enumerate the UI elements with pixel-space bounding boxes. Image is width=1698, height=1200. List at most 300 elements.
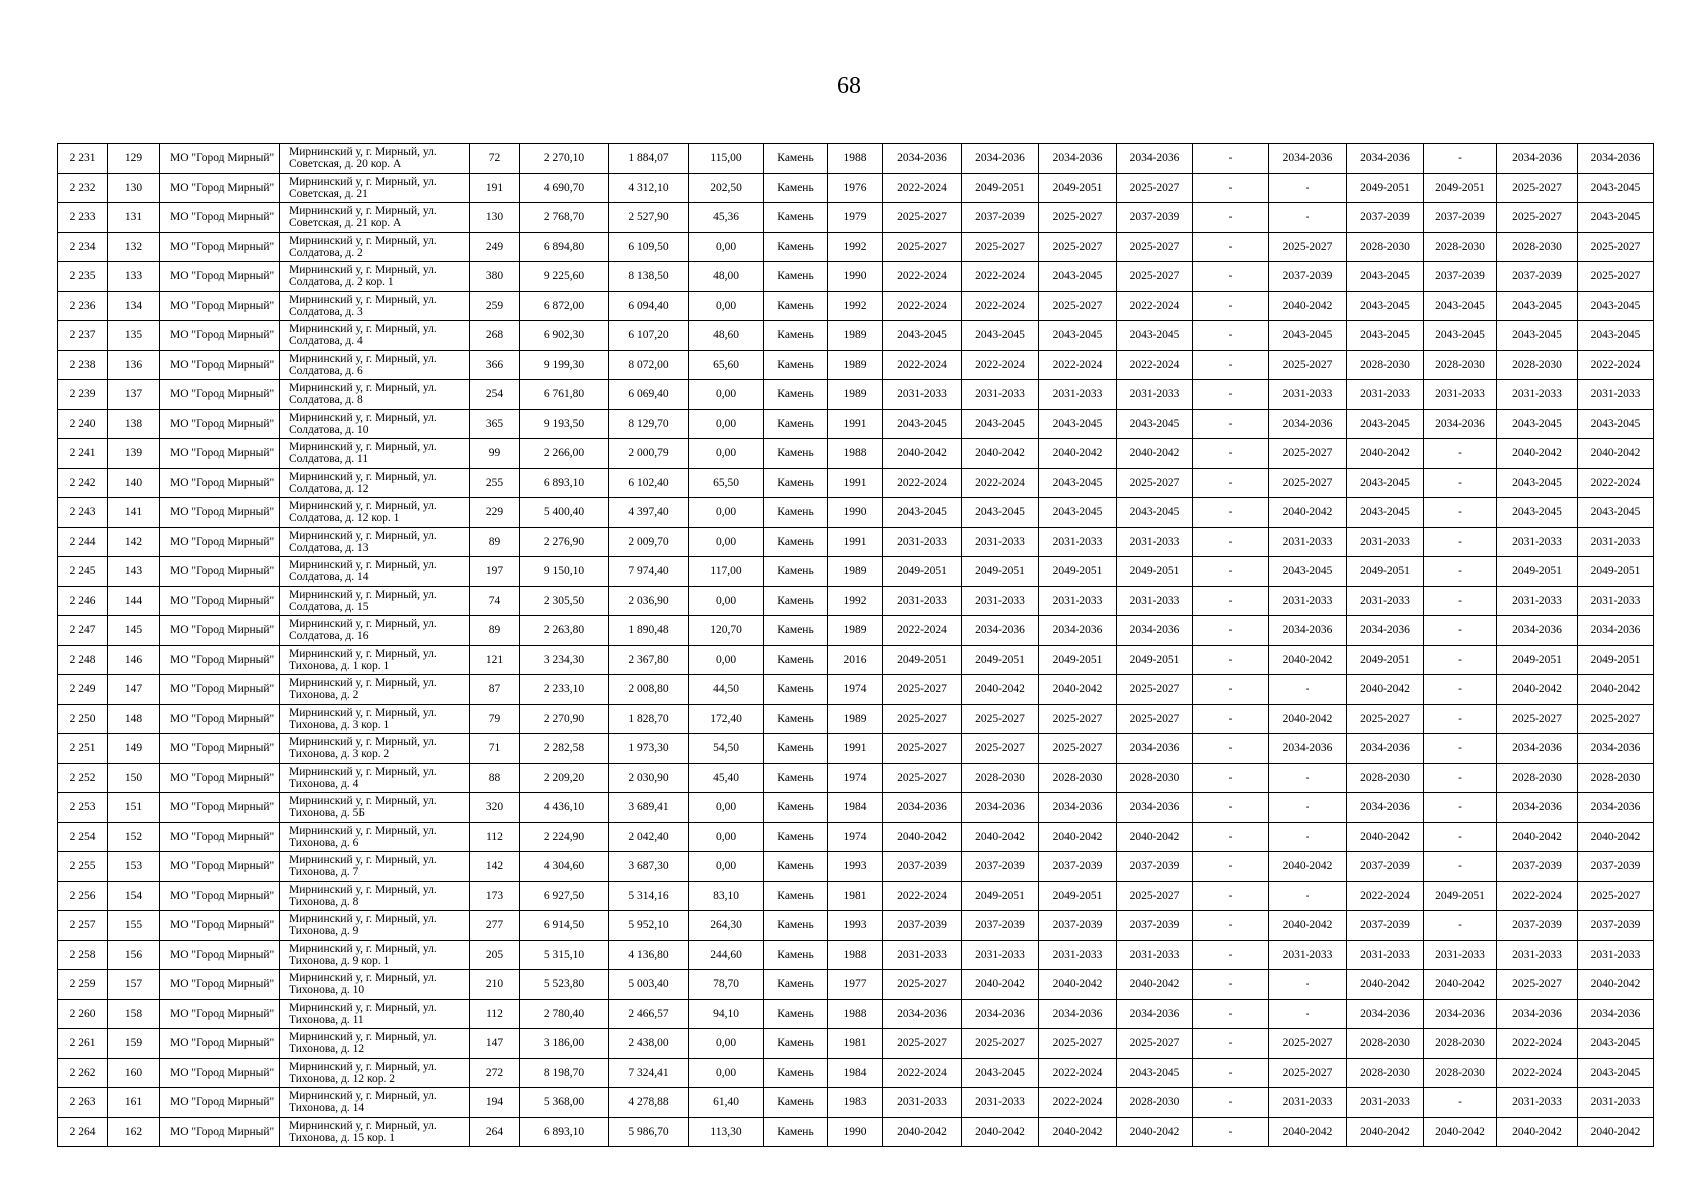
cell-period-1: 2040-2042 (883, 822, 962, 852)
cell-item-number: 159 (108, 1029, 160, 1059)
cell-address: Мирнинский у, г. Мирный, ул. Тихонова, д. 12 кор. 2 (280, 1058, 470, 1088)
cell-period-7: 2031-2033 (1347, 1088, 1424, 1118)
cell-period-5: - (1193, 734, 1269, 764)
cell-period-10: 2043-2045 (1578, 409, 1654, 439)
cell-residents: 380 (470, 262, 520, 292)
cell-total-area: 6 914,50 (520, 911, 609, 941)
table-row (58, 1058, 1654, 1088)
cell-period-1: 2031-2033 (883, 380, 962, 410)
cell-year-built: 1990 (828, 498, 883, 528)
cell-period-2: 2049-2051 (962, 173, 1039, 203)
cell-wall-material: Камень (764, 645, 828, 675)
cell-nonresidential-area: 0,00 (689, 291, 764, 321)
cell-item-number: 153 (108, 852, 160, 882)
cell-item-number: 131 (108, 203, 160, 233)
cell-period-8: - (1424, 557, 1497, 587)
cell-period-2: 2022-2024 (962, 468, 1039, 498)
cell-period-6: 2040-2042 (1269, 645, 1347, 675)
cell-period-1: 2025-2027 (883, 203, 962, 233)
cell-year-built: 1989 (828, 321, 883, 351)
cell-period-5: - (1193, 1088, 1269, 1118)
cell-period-9: 2031-2033 (1497, 586, 1578, 616)
cell-period-6: 2031-2033 (1269, 1088, 1347, 1118)
cell-period-7: 2034-2036 (1347, 793, 1424, 823)
cell-period-7: 2028-2030 (1347, 1029, 1424, 1059)
table-row (58, 350, 1654, 380)
cell-address: Мирнинский у, г. Мирный, ул. Солдатова, д. 8 (280, 380, 470, 410)
cell-period-5: - (1193, 911, 1269, 941)
cell-wall-material: Камень (764, 291, 828, 321)
cell-period-8: 2043-2045 (1424, 321, 1497, 351)
cell-period-1: 2025-2027 (883, 763, 962, 793)
cell-residents: 255 (470, 468, 520, 498)
cell-living-area: 2 008,80 (609, 675, 689, 705)
cell-nonresidential-area: 54,50 (689, 734, 764, 764)
cell-address: Мирнинский у, г. Мирный, ул. Солдатова, д. 14 (280, 557, 470, 587)
table-row (58, 616, 1654, 646)
cell-period-5: - (1193, 262, 1269, 292)
cell-living-area: 2 527,90 (609, 203, 689, 233)
cell-total-area: 2 305,50 (520, 586, 609, 616)
cell-period-4: 2034-2036 (1117, 793, 1193, 823)
cell-period-2: 2025-2027 (962, 232, 1039, 262)
cell-period-9: 2049-2051 (1497, 557, 1578, 587)
cell-item-number: 135 (108, 321, 160, 351)
cell-total-area: 2 780,40 (520, 999, 609, 1029)
cell-period-4: 2028-2030 (1117, 763, 1193, 793)
cell-wall-material: Камень (764, 1058, 828, 1088)
cell-period-1: 2049-2051 (883, 645, 962, 675)
cell-period-2: 2049-2051 (962, 557, 1039, 587)
cell-nonresidential-area: 0,00 (689, 793, 764, 823)
cell-period-3: 2034-2036 (1039, 144, 1117, 174)
cell-living-area: 1 828,70 (609, 704, 689, 734)
cell-period-2: 2028-2030 (962, 763, 1039, 793)
cell-period-4: 2025-2027 (1117, 675, 1193, 705)
cell-period-6: 2025-2027 (1269, 350, 1347, 380)
cell-year-built: 1984 (828, 793, 883, 823)
cell-period-10: 2031-2033 (1578, 527, 1654, 557)
cell-period-7: 2034-2036 (1347, 616, 1424, 646)
cell-period-1: 2043-2045 (883, 498, 962, 528)
cell-item-number: 150 (108, 763, 160, 793)
cell-row-number: 2 251 (58, 734, 108, 764)
cell-period-8: - (1424, 468, 1497, 498)
cell-period-9: 2040-2042 (1497, 822, 1578, 852)
cell-wall-material: Камень (764, 852, 828, 882)
cell-period-10: 2043-2045 (1578, 321, 1654, 351)
cell-period-10: 2049-2051 (1578, 557, 1654, 587)
cell-period-9: 2040-2042 (1497, 1117, 1578, 1147)
cell-period-9: 2034-2036 (1497, 999, 1578, 1029)
cell-municipality: МО "Город Мирный" (160, 911, 280, 941)
cell-period-5: - (1193, 793, 1269, 823)
cell-living-area: 7 974,40 (609, 557, 689, 587)
cell-period-3: 2022-2024 (1039, 350, 1117, 380)
cell-period-5: - (1193, 675, 1269, 705)
cell-municipality: МО "Город Мирный" (160, 498, 280, 528)
cell-year-built: 1988 (828, 439, 883, 469)
cell-wall-material: Камень (764, 1117, 828, 1147)
cell-municipality: МО "Город Мирный" (160, 1029, 280, 1059)
cell-wall-material: Камень (764, 262, 828, 292)
cell-period-5: - (1193, 970, 1269, 1000)
cell-wall-material: Камень (764, 586, 828, 616)
cell-period-3: 2031-2033 (1039, 527, 1117, 557)
cell-period-7: 2043-2045 (1347, 409, 1424, 439)
cell-period-4: 2037-2039 (1117, 911, 1193, 941)
cell-period-5: - (1193, 380, 1269, 410)
cell-period-3: 2025-2027 (1039, 1029, 1117, 1059)
cell-municipality: МО "Город Мирный" (160, 409, 280, 439)
cell-residents: 197 (470, 557, 520, 587)
cell-residents: 194 (470, 1088, 520, 1118)
cell-period-10: 2031-2033 (1578, 940, 1654, 970)
cell-nonresidential-area: 0,00 (689, 498, 764, 528)
cell-period-10: 2037-2039 (1578, 911, 1654, 941)
cell-period-2: 2040-2042 (962, 822, 1039, 852)
cell-address: Мирнинский у, г. Мирный, ул. Тихонова, д. 5Б (280, 793, 470, 823)
table-body (58, 144, 1654, 1147)
cell-period-6: - (1269, 822, 1347, 852)
cell-nonresidential-area: 172,40 (689, 704, 764, 734)
cell-period-10: 2022-2024 (1578, 350, 1654, 380)
cell-period-10: 2034-2036 (1578, 793, 1654, 823)
cell-period-3: 2022-2024 (1039, 1088, 1117, 1118)
cell-period-7: 2043-2045 (1347, 321, 1424, 351)
cell-residents: 254 (470, 380, 520, 410)
cell-address: Мирнинский у, г. Мирный, ул. Тихонова, д. 11 (280, 999, 470, 1029)
cell-period-10: 2043-2045 (1578, 291, 1654, 321)
cell-residents: 72 (470, 144, 520, 174)
cell-wall-material: Камень (764, 173, 828, 203)
cell-nonresidential-area: 48,00 (689, 262, 764, 292)
cell-year-built: 1989 (828, 704, 883, 734)
cell-period-1: 2025-2027 (883, 1029, 962, 1059)
cell-period-10: 2034-2036 (1578, 734, 1654, 764)
cell-nonresidential-area: 264,30 (689, 911, 764, 941)
cell-period-3: 2040-2042 (1039, 675, 1117, 705)
page-number: 68 (837, 73, 861, 99)
cell-row-number: 2 233 (58, 203, 108, 233)
cell-period-6: - (1269, 793, 1347, 823)
cell-wall-material: Камень (764, 970, 828, 1000)
cell-period-9: 2025-2027 (1497, 704, 1578, 734)
cell-period-8: - (1424, 498, 1497, 528)
cell-wall-material: Камень (764, 881, 828, 911)
cell-period-7: 2028-2030 (1347, 232, 1424, 262)
cell-period-3: 2043-2045 (1039, 262, 1117, 292)
cell-row-number: 2 252 (58, 763, 108, 793)
cell-item-number: 130 (108, 173, 160, 203)
cell-municipality: МО "Город Мирный" (160, 173, 280, 203)
cell-period-9: 2037-2039 (1497, 262, 1578, 292)
cell-period-8: 2040-2042 (1424, 970, 1497, 1000)
cell-wall-material: Камень (764, 527, 828, 557)
cell-period-5: - (1193, 616, 1269, 646)
cell-period-1: 2037-2039 (883, 911, 962, 941)
cell-period-9: 2031-2033 (1497, 380, 1578, 410)
cell-period-7: 2049-2051 (1347, 557, 1424, 587)
cell-period-2: 2031-2033 (962, 1088, 1039, 1118)
cell-period-4: 2043-2045 (1117, 498, 1193, 528)
cell-living-area: 2 367,80 (609, 645, 689, 675)
cell-item-number: 143 (108, 557, 160, 587)
cell-period-2: 2025-2027 (962, 734, 1039, 764)
cell-period-8: - (1424, 616, 1497, 646)
cell-period-5: - (1193, 350, 1269, 380)
cell-row-number: 2 264 (58, 1117, 108, 1147)
cell-period-6: - (1269, 881, 1347, 911)
cell-period-7: 2022-2024 (1347, 881, 1424, 911)
cell-item-number: 161 (108, 1088, 160, 1118)
cell-period-3: 2040-2042 (1039, 822, 1117, 852)
cell-municipality: МО "Город Мирный" (160, 203, 280, 233)
cell-period-7: 2028-2030 (1347, 350, 1424, 380)
cell-period-9: 2034-2036 (1497, 616, 1578, 646)
cell-total-area: 9 150,10 (520, 557, 609, 587)
cell-item-number: 154 (108, 881, 160, 911)
cell-period-7: 2049-2051 (1347, 645, 1424, 675)
cell-period-7: 2028-2030 (1347, 763, 1424, 793)
cell-year-built: 1974 (828, 763, 883, 793)
cell-period-5: - (1193, 557, 1269, 587)
cell-year-built: 1989 (828, 616, 883, 646)
cell-period-10: 2031-2033 (1578, 380, 1654, 410)
cell-living-area: 2 466,57 (609, 999, 689, 1029)
cell-period-2: 2025-2027 (962, 704, 1039, 734)
table-row (58, 852, 1654, 882)
cell-municipality: МО "Город Мирный" (160, 262, 280, 292)
cell-address: Мирнинский у, г. Мирный, ул. Солдатова, д. 6 (280, 350, 470, 380)
cell-period-3: 2049-2051 (1039, 881, 1117, 911)
cell-period-1: 2022-2024 (883, 881, 962, 911)
cell-period-6: 2025-2027 (1269, 1058, 1347, 1088)
cell-municipality: МО "Город Мирный" (160, 645, 280, 675)
cell-period-4: 2040-2042 (1117, 1117, 1193, 1147)
cell-nonresidential-area: 83,10 (689, 881, 764, 911)
cell-period-10: 2043-2045 (1578, 1029, 1654, 1059)
cell-municipality: МО "Город Мирный" (160, 321, 280, 351)
cell-residents: 112 (470, 822, 520, 852)
cell-period-8: 2028-2030 (1424, 350, 1497, 380)
cell-row-number: 2 248 (58, 645, 108, 675)
cell-period-4: 2031-2033 (1117, 527, 1193, 557)
cell-period-8: 2028-2030 (1424, 1029, 1497, 1059)
cell-row-number: 2 244 (58, 527, 108, 557)
cell-period-4: 2025-2027 (1117, 468, 1193, 498)
cell-total-area: 2 263,80 (520, 616, 609, 646)
cell-period-4: 2025-2027 (1117, 232, 1193, 262)
cell-period-6: 2043-2045 (1269, 321, 1347, 351)
cell-row-number: 2 235 (58, 262, 108, 292)
cell-period-5: - (1193, 704, 1269, 734)
cell-period-4: 2031-2033 (1117, 586, 1193, 616)
cell-total-area: 5 315,10 (520, 940, 609, 970)
cell-row-number: 2 236 (58, 291, 108, 321)
table-row (58, 291, 1654, 321)
cell-item-number: 139 (108, 439, 160, 469)
cell-period-8: 2049-2051 (1424, 881, 1497, 911)
table-row (58, 1117, 1654, 1147)
cell-year-built: 1992 (828, 291, 883, 321)
cell-year-built: 1974 (828, 822, 883, 852)
cell-total-area: 2 270,10 (520, 144, 609, 174)
cell-year-built: 1989 (828, 380, 883, 410)
cell-period-2: 2049-2051 (962, 645, 1039, 675)
cell-living-area: 3 689,41 (609, 793, 689, 823)
cell-period-1: 2025-2027 (883, 970, 962, 1000)
cell-period-4: 2037-2039 (1117, 203, 1193, 233)
cell-period-1: 2022-2024 (883, 616, 962, 646)
cell-municipality: МО "Город Мирный" (160, 970, 280, 1000)
table-row (58, 321, 1654, 351)
cell-nonresidential-area: 202,50 (689, 173, 764, 203)
cell-period-6: - (1269, 675, 1347, 705)
cell-period-5: - (1193, 173, 1269, 203)
cell-period-5: - (1193, 144, 1269, 174)
cell-period-10: 2037-2039 (1578, 852, 1654, 882)
cell-living-area: 8 072,00 (609, 350, 689, 380)
cell-wall-material: Камень (764, 409, 828, 439)
table-row (58, 793, 1654, 823)
table-row (58, 232, 1654, 262)
cell-period-3: 2031-2033 (1039, 940, 1117, 970)
cell-year-built: 1991 (828, 468, 883, 498)
cell-period-8: 2037-2039 (1424, 262, 1497, 292)
cell-period-6: 2025-2027 (1269, 439, 1347, 469)
cell-period-4: 2034-2036 (1117, 734, 1193, 764)
cell-total-area: 2 233,10 (520, 675, 609, 705)
cell-period-1: 2034-2036 (883, 144, 962, 174)
cell-year-built: 1977 (828, 970, 883, 1000)
table-row (58, 970, 1654, 1000)
cell-wall-material: Камень (764, 616, 828, 646)
cell-address: Мирнинский у, г. Мирный, ул. Тихонова, д. 15 кор. 1 (280, 1117, 470, 1147)
cell-municipality: МО "Город Мирный" (160, 439, 280, 469)
cell-period-9: 2049-2051 (1497, 645, 1578, 675)
cell-municipality: МО "Город Мирный" (160, 616, 280, 646)
cell-living-area: 6 109,50 (609, 232, 689, 262)
cell-period-4: 2028-2030 (1117, 1088, 1193, 1118)
cell-period-5: - (1193, 999, 1269, 1029)
table-row (58, 645, 1654, 675)
cell-nonresidential-area: 0,00 (689, 232, 764, 262)
cell-period-2: 2043-2045 (962, 321, 1039, 351)
cell-period-5: - (1193, 763, 1269, 793)
cell-period-3: 2043-2045 (1039, 498, 1117, 528)
cell-total-area: 6 894,80 (520, 232, 609, 262)
cell-period-1: 2040-2042 (883, 1117, 962, 1147)
cell-period-2: 2034-2036 (962, 616, 1039, 646)
cell-period-10: 2049-2051 (1578, 645, 1654, 675)
cell-residents: 121 (470, 645, 520, 675)
cell-period-4: 2049-2051 (1117, 557, 1193, 587)
cell-period-10: 2034-2036 (1578, 999, 1654, 1029)
cell-period-3: 2049-2051 (1039, 173, 1117, 203)
cell-period-5: - (1193, 822, 1269, 852)
cell-item-number: 129 (108, 144, 160, 174)
cell-municipality: МО "Город Мирный" (160, 675, 280, 705)
cell-period-8: - (1424, 793, 1497, 823)
cell-year-built: 1988 (828, 940, 883, 970)
cell-period-5: - (1193, 586, 1269, 616)
cell-period-6: - (1269, 970, 1347, 1000)
table-row (58, 822, 1654, 852)
cell-year-built: 1991 (828, 527, 883, 557)
cell-row-number: 2 259 (58, 970, 108, 1000)
cell-living-area: 4 278,88 (609, 1088, 689, 1118)
cell-total-area: 2 270,90 (520, 704, 609, 734)
cell-period-7: 2040-2042 (1347, 675, 1424, 705)
cell-municipality: МО "Город Мирный" (160, 1058, 280, 1088)
cell-municipality: МО "Город Мирный" (160, 734, 280, 764)
cell-address: Мирнинский у, г. Мирный, ул. Солдатова, д. 15 (280, 586, 470, 616)
cell-period-4: 2043-2045 (1117, 409, 1193, 439)
cell-period-4: 2040-2042 (1117, 970, 1193, 1000)
cell-period-5: - (1193, 203, 1269, 233)
cell-period-1: 2025-2027 (883, 232, 962, 262)
cell-period-4: 2037-2039 (1117, 852, 1193, 882)
cell-period-2: 2043-2045 (962, 498, 1039, 528)
cell-period-9: 2043-2045 (1497, 468, 1578, 498)
cell-living-area: 6 069,40 (609, 380, 689, 410)
cell-item-number: 136 (108, 350, 160, 380)
cell-municipality: МО "Город Мирный" (160, 822, 280, 852)
cell-row-number: 2 240 (58, 409, 108, 439)
cell-row-number: 2 247 (58, 616, 108, 646)
cell-living-area: 6 107,20 (609, 321, 689, 351)
cell-address: Мирнинский у, г. Мирный, ул. Солдатова, д. 13 (280, 527, 470, 557)
cell-living-area: 5 003,40 (609, 970, 689, 1000)
cell-period-4: 2034-2036 (1117, 616, 1193, 646)
cell-period-5: - (1193, 498, 1269, 528)
cell-residents: 366 (470, 350, 520, 380)
cell-period-3: 2025-2027 (1039, 291, 1117, 321)
cell-municipality: МО "Город Мирный" (160, 350, 280, 380)
cell-wall-material: Камень (764, 203, 828, 233)
cell-living-area: 2 009,70 (609, 527, 689, 557)
cell-row-number: 2 246 (58, 586, 108, 616)
cell-row-number: 2 258 (58, 940, 108, 970)
cell-period-8: 2028-2030 (1424, 1058, 1497, 1088)
cell-municipality: МО "Город Мирный" (160, 468, 280, 498)
table-row (58, 527, 1654, 557)
cell-period-2: 2031-2033 (962, 586, 1039, 616)
cell-municipality: МО "Город Мирный" (160, 999, 280, 1029)
cell-address: Мирнинский у, г. Мирный, ул. Тихонова, д. 9 кор. 1 (280, 940, 470, 970)
cell-period-6: 2034-2036 (1269, 144, 1347, 174)
cell-address: Мирнинский у, г. Мирный, ул. Советская, д. 20 кор. А (280, 144, 470, 174)
cell-row-number: 2 238 (58, 350, 108, 380)
table-row (58, 734, 1654, 764)
cell-period-3: 2040-2042 (1039, 970, 1117, 1000)
cell-residents: 130 (470, 203, 520, 233)
cell-period-5: - (1193, 1029, 1269, 1059)
cell-period-5: - (1193, 232, 1269, 262)
cell-nonresidential-area: 0,00 (689, 527, 764, 557)
cell-period-4: 2025-2027 (1117, 1029, 1193, 1059)
cell-residents: 147 (470, 1029, 520, 1059)
cell-wall-material: Камень (764, 468, 828, 498)
cell-item-number: 142 (108, 527, 160, 557)
cell-year-built: 1983 (828, 1088, 883, 1118)
cell-period-2: 2022-2024 (962, 262, 1039, 292)
cell-row-number: 2 234 (58, 232, 108, 262)
cell-nonresidential-area: 115,00 (689, 144, 764, 174)
cell-nonresidential-area: 65,50 (689, 468, 764, 498)
cell-period-5: - (1193, 1117, 1269, 1147)
